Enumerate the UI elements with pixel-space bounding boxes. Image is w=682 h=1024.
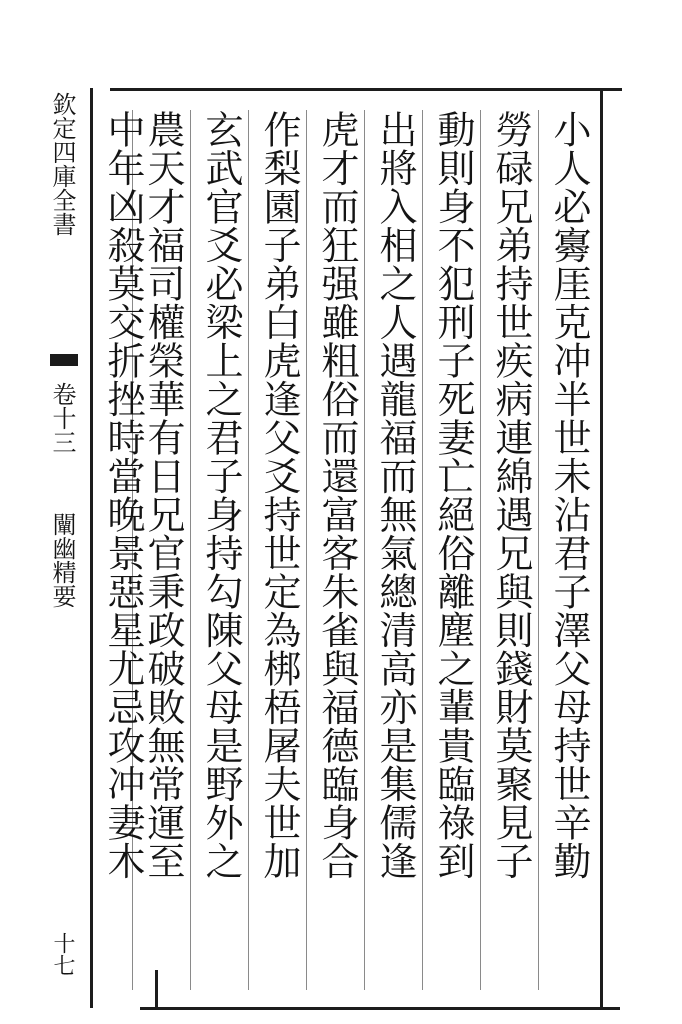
column-divider (306, 110, 307, 990)
text-column-9: 中年凶殺莫交折挫時當晚景惡星尤忌攻冲妻木 (101, 110, 145, 880)
frame-top-rule (110, 88, 622, 91)
margin-fold-lower-rule (155, 970, 158, 1010)
text-column-8: 農天才福司權榮華有日兄官秉政破敗無常運至 (141, 110, 185, 880)
text-column-3: 動則身不犯刑子死妻亡絕俗離塵之輩貴臨祿到 (431, 110, 475, 880)
column-divider (480, 110, 481, 990)
column-divider (248, 110, 249, 990)
book-title: 闡幽精要 (48, 512, 76, 608)
column-divider (364, 110, 365, 990)
page-number: 十七 (50, 932, 75, 976)
text-column-4: 出將入相之人遇龍福而無氣總清高亦是集儒逢 (373, 110, 417, 880)
text-column-7: 玄武官爻必梁上之君子身持勾陳父母是野外之 (199, 110, 243, 880)
frame-right-rule (600, 88, 603, 1008)
text-column-1: 小人必㝰厓克冲半世未沾君子澤父母持世辛勤 (547, 110, 591, 880)
block-margin (40, 92, 84, 992)
collection-title: 欽定四庫全書 (48, 92, 76, 236)
text-column-2: 勞碌兄弟持世疾病連綿遇兄與則錢財莫聚見子 (489, 110, 533, 880)
volume-label: 卷十三 (48, 382, 76, 454)
column-divider (538, 110, 539, 990)
frame-bottom-rule (140, 1007, 620, 1010)
fishtail-mark (50, 354, 78, 366)
column-divider (190, 110, 191, 990)
text-column-5: 虎才而狂强雖粗俗而還富客朱雀與福德臨身合 (315, 110, 359, 880)
column-divider (422, 110, 423, 990)
margin-fold-rule (90, 88, 93, 1008)
text-column-6: 作梨園子弟白虎逢父爻持世定為梆梧屠夫世加 (257, 110, 301, 880)
